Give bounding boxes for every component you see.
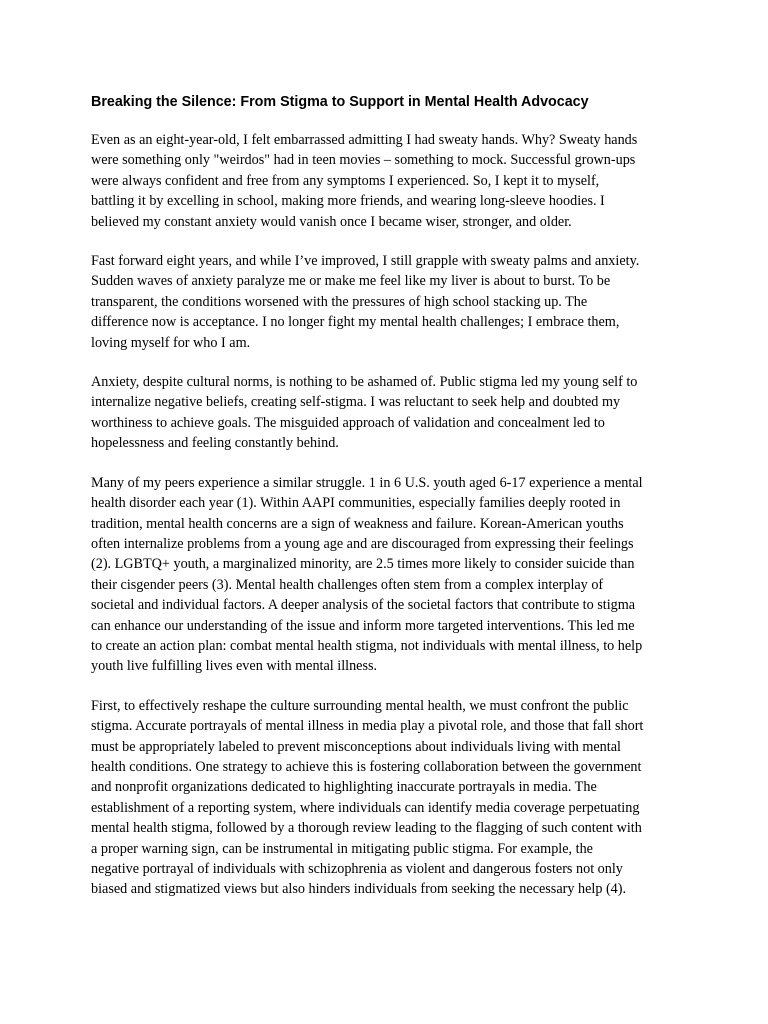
paragraph-3: Anxiety, despite cultural norms, is nothing to be ashamed of. Public stigma led my young self to internalize negative beliefs, creating self-stigma. I was reluctant to seek help and doubted my worthiness to achieve goals. The misguided approach of validation and concealment led to hopelessness and feeling constantly behind.: [91, 374, 638, 452]
paragraph-2: Fast forward eight years, and while I’ve improved, I still grapple with sweaty palms and anxiety. Sudden waves of anxiety paralyze me or make me feel like my liver is about to burst. To be transparent, the conditions worsened with the pressures of high school stacking up. The difference now is acceptance. I no longer fight my mental health challenges; I embrace them, loving myself for who I am.: [91, 253, 640, 351]
paragraph-4: Many of my peers experience a similar struggle. 1 in 6 U.S. youth aged 6-17 experience a mental health disorder each year (1). Within AAPI communities, especially families deeply rooted in tradition, mental health concerns are a sign of weakness and failure. Korean-American youths often internalize problems from a young age and are discouraged from expressing their feelings (2). LGBTQ+ youth, a marginalized minority, are 2.5 times more likely to consider suicide than their cisgender peers (3). Mental health challenges often stem from a complex interplay of societal and individual factors. A deeper analysis of the societal factors that contribute to stigma can enhance our understanding of the issue and inform more targeted interventions. This led me to create an action plan: combat mental health stigma, not individuals with mental illness, to help youth live fulfilling lives even with mental illness.: [91, 474, 643, 675]
paragraph-1: Even as an eight-year-old, I felt embarrassed admitting I had sweaty hands. Why? Sweaty hands were something only "weirdos" had in teen movies – something to mock. Successful grown-ups were always confident and free from any symptoms I experienced. So, I kept it to myself, battling it by excelling in school, making more friends, and wearing long-sleeve hoodies. I believed my constant anxiety would vanish once I became wiser, stronger, and older.: [91, 132, 638, 230]
paragraph-5: First, to effectively reshape the culture surrounding mental health, we must confront the public stigma. Accurate portrayals of mental illness in media play a pivotal role, and those that fall short must be appropriately labeled to prevent misconceptions about individuals living with mental health conditions. One strategy to achieve this is fostering collaboration between the government and nonprofit organizations dedicated to highlighting inaccurate portrayals in media. The establishment of a reporting system, where individuals can identify media coverage perpetuating mental health stigma, followed by a thorough review leading to the flagging of such content with a proper warning sign, can be instrumental in mitigating public stigma. For example, the negative portrayal of individuals with schizophrenia as violent and dangerous fosters not only biased and stigmatized views but also hinders individuals from seeking the necessary help (4).: [91, 697, 644, 898]
document-title: Breaking the Silence: From Stigma to Support in Mental Health Advocacy: [91, 94, 589, 110]
document-body: [91, 130, 686, 919]
